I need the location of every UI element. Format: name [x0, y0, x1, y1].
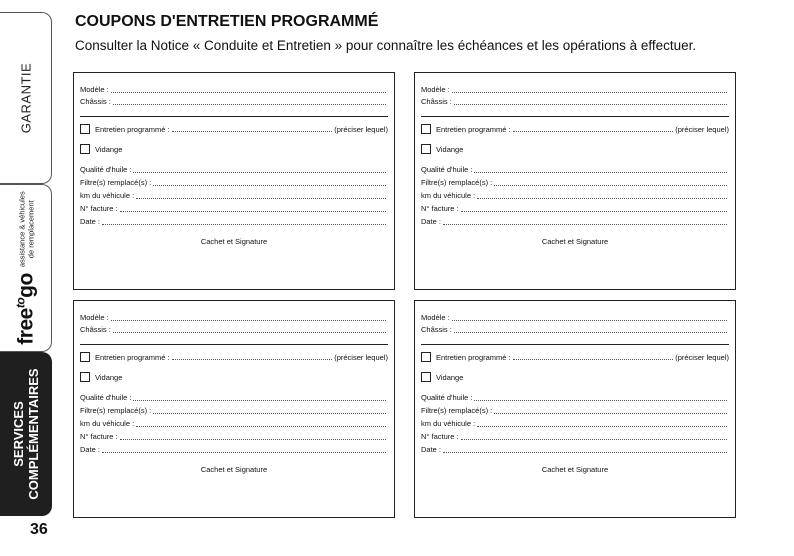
entretien-row: Entretien programmé : (préciser lequel) — [80, 123, 388, 135]
divider — [421, 116, 729, 117]
divider — [80, 344, 388, 345]
vidange-row: Vidange — [80, 143, 388, 155]
entretien-row: Entretien programmé : (préciser lequel) — [421, 351, 729, 363]
tab-freetogo[interactable] — [0, 184, 52, 352]
tab-services-complementaires[interactable] — [0, 352, 52, 516]
filtre-field[interactable]: Filtre(s) remplacé(s) : — [80, 405, 388, 415]
freetogo-tagline: assistance & véhicules de remplacement — [16, 191, 35, 268]
chassis-field[interactable]: Châssis : — [80, 324, 388, 334]
freetogo-logo — [13, 191, 38, 344]
vidange-checkbox[interactable] — [421, 144, 431, 154]
date-field[interactable]: Date : — [421, 444, 729, 454]
tab-garantie[interactable] — [0, 12, 52, 184]
coupon-4 — [414, 300, 736, 518]
filtre-field[interactable]: Filtre(s) remplacé(s) : — [421, 405, 729, 415]
vidange-row: Vidange — [421, 143, 729, 155]
entretien-checkbox[interactable] — [421, 124, 431, 134]
modele-field[interactable]: Modèle : — [421, 84, 729, 94]
km-field[interactable]: km du véhicule : — [421, 418, 729, 428]
huile-field[interactable]: Qualité d'huile : — [421, 164, 729, 174]
km-field[interactable]: km du véhicule : — [421, 190, 729, 200]
tab-garantie-label: GARANTIE — [18, 62, 33, 134]
vidange-row: Vidange — [80, 371, 388, 383]
vidange-checkbox[interactable] — [421, 372, 431, 382]
date-field[interactable]: Date : — [80, 216, 388, 226]
facture-field[interactable]: N° facture : — [421, 431, 729, 441]
vidange-row: Vidange — [421, 371, 729, 383]
date-field[interactable]: Date : — [80, 444, 388, 454]
filtre-field[interactable]: Filtre(s) remplacé(s) : — [421, 177, 729, 187]
cachet-signature: Cachet et Signature — [541, 237, 609, 246]
chassis-field[interactable]: Châssis : — [421, 96, 729, 106]
vidange-checkbox[interactable] — [80, 372, 90, 382]
freetogo-logo-text: free$^{to}$go — [13, 273, 37, 345]
entretien-row: Entretien programmé : (préciser lequel) — [80, 351, 388, 363]
coupon-2 — [414, 72, 736, 290]
cachet-signature: Cachet et Signature — [200, 465, 268, 474]
modele-field[interactable]: Modèle : — [80, 312, 388, 322]
vidange-checkbox[interactable] — [80, 144, 90, 154]
page-number: 36 — [30, 521, 48, 538]
tab-services-label: SERVICES COMPLÉMENTAIRES — [10, 368, 41, 500]
chassis-field[interactable]: Châssis : — [421, 324, 729, 334]
entretien-row: Entretien programmé : (préciser lequel) — [421, 123, 729, 135]
chassis-field[interactable]: Châssis : — [80, 96, 388, 106]
divider — [421, 344, 729, 345]
filtre-field[interactable]: Filtre(s) remplacé(s) : — [80, 177, 388, 187]
km-field[interactable]: km du véhicule : — [80, 418, 388, 428]
cachet-signature: Cachet et Signature — [541, 465, 609, 474]
page-title: COUPONS D'ENTRETIEN PROGRAMMÉ — [75, 13, 379, 30]
divider — [80, 116, 388, 117]
facture-field[interactable]: N° facture : — [421, 203, 729, 213]
date-field[interactable]: Date : — [421, 216, 729, 226]
facture-field[interactable]: N° facture : — [80, 431, 388, 441]
huile-field[interactable]: Qualité d'huile : — [80, 164, 388, 174]
coupon-1 — [73, 72, 395, 290]
modele-field[interactable]: Modèle : — [421, 312, 729, 322]
huile-field[interactable]: Qualité d'huile : — [80, 392, 388, 402]
km-field[interactable]: km du véhicule : — [80, 190, 388, 200]
page-subtitle: Consulter la Notice « Conduite et Entretien » pour connaître les échéances et les opérations à effectuer. — [75, 38, 697, 53]
entretien-checkbox[interactable] — [80, 124, 90, 134]
modele-field[interactable]: Modèle : — [80, 84, 388, 94]
cachet-signature: Cachet et Signature — [200, 237, 268, 246]
entretien-checkbox[interactable] — [80, 352, 90, 362]
huile-field[interactable]: Qualité d'huile : — [421, 392, 729, 402]
entretien-checkbox[interactable] — [421, 352, 431, 362]
facture-field[interactable]: N° facture : — [80, 203, 388, 213]
coupon-3 — [73, 300, 395, 518]
